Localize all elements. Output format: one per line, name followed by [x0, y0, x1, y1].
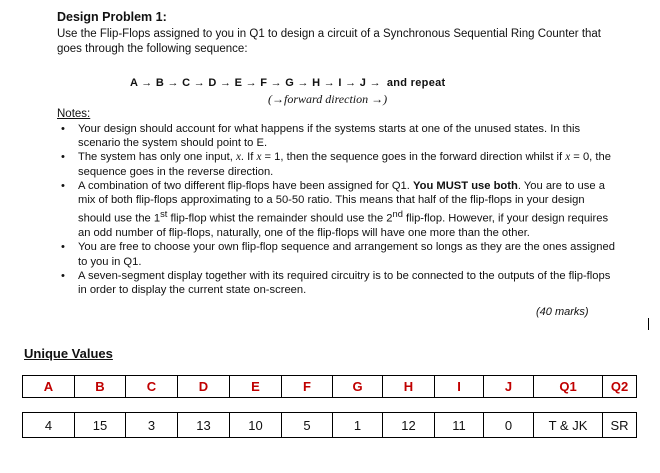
unique-values-heading: Unique Values: [24, 346, 113, 361]
problem-intro: Use the Flip-Flops assigned to you in Q1 to design a circuit of a Synchronous Sequential Ring Counter that goes through the following sequence:: [57, 28, 601, 55]
header-cell: E: [230, 376, 282, 398]
header-cell: Q1: [534, 376, 603, 398]
problem-title: Design Problem 1:: [57, 10, 167, 24]
value-cell: 15: [75, 413, 126, 438]
value-cell: 4: [23, 413, 75, 438]
note-item: • The system has only one input, x. If x = 1, then the sequence goes in the forward direction whilst if x = 0, the sequence goes in the reverse direction.: [57, 150, 617, 178]
unique-values-table: [22, 375, 637, 438]
header-cell: J: [484, 376, 534, 398]
table-gap-row: [23, 398, 637, 413]
marks-label: (40 marks): [536, 306, 589, 318]
table-row: [23, 413, 637, 438]
header-cell: D: [178, 376, 230, 398]
value-cell: 5: [282, 413, 333, 438]
value-cell: 12: [383, 413, 435, 438]
note-item: • You are free to choose your own flip-flop sequence and arrangement so longs as they are the ones assigned to you in Q1.: [57, 240, 617, 268]
header-cell: G: [333, 376, 383, 398]
header-cell: Q2: [603, 376, 637, 398]
value-cell: 1: [333, 413, 383, 438]
value-cell: 0: [484, 413, 534, 438]
value-cell: 11: [435, 413, 484, 438]
header-cell: B: [75, 376, 126, 398]
sequence-repeat: and repeat: [386, 77, 446, 89]
value-cell: SR: [603, 413, 637, 438]
value-cell: 13: [178, 413, 230, 438]
value-cell: 10: [230, 413, 282, 438]
header-cell: A: [23, 376, 75, 398]
sequence-states: A → B → C → D → E → F → G → H → I → J →: [130, 77, 381, 89]
text-cursor: [648, 318, 649, 330]
header-cell: F: [282, 376, 333, 398]
direction-note: (→forward direction →): [268, 92, 388, 106]
value-cell: 3: [126, 413, 178, 438]
header-cell: H: [383, 376, 435, 398]
state-sequence: [130, 77, 446, 89]
note-item: • Your design should account for what happens if the systems starts at one of the unused states. In this scenario the system should point to E.: [57, 122, 617, 150]
value-cell: T & JK: [534, 413, 603, 438]
notes-heading: Notes:: [57, 108, 91, 120]
note-item: • A combination of two different flip-flops have been assigned for Q1. You MUST use both. You are to use a mix of both flip-flops approximating to a 50-50 ratio. This means that half of the flip-flops in your design should use the 1st flip-flop whist the remainder should use the 2nd flip-flop. However, if your design requires an odd number of flip-flops, naturally, one of the flip-flops will have one more than the other.: [57, 179, 617, 241]
table-header-row: [23, 376, 637, 398]
header-cell: C: [126, 376, 178, 398]
header-cell: I: [435, 376, 484, 398]
notes-list: [57, 122, 617, 297]
note-item: • A seven-segment display together with its required circuitry is to be connected to the outputs of the flip-flops in order to display the current state on-screen.: [57, 269, 617, 297]
